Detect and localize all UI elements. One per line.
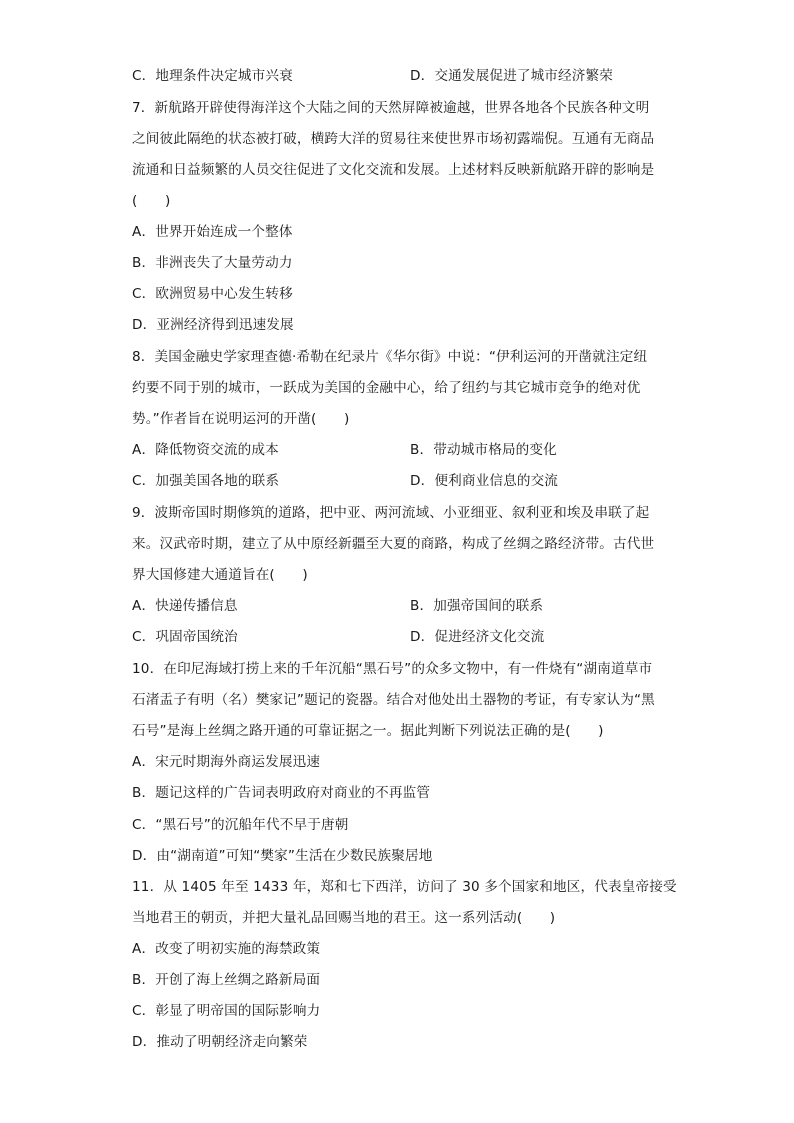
q8-stem-line2: 约要不同于别的城市，一跃成为美国的金融中心，给了纽约与其它城市竞争的绝对优 xyxy=(132,380,641,396)
q8-option-b[interactable]: B．带动城市格局的变化 xyxy=(410,442,557,458)
q6-options-row xyxy=(132,66,662,86)
q9-option-d[interactable]: D．促进经济文化交流 xyxy=(410,629,545,645)
q9-option-c[interactable]: C．巩固帝国统治 xyxy=(132,629,238,645)
q10-stem-line1: 10．在印尼海域打捞上来的千年沉船“黑石号”的众多文物中，有一件烧有“湖南道草市 xyxy=(132,661,653,677)
q7-answer-blank: ( ) xyxy=(132,193,171,209)
q11-option-c[interactable]: C．彰显了明帝国的国际影响力 xyxy=(132,1003,321,1019)
q7-option-d[interactable]: D．亚洲经济得到迅速发展 xyxy=(132,317,294,333)
q10-option-a[interactable]: A．宋元时期海外商运发展迅速 xyxy=(132,754,321,770)
q8-options-row2 xyxy=(132,471,662,491)
q8-options-row1 xyxy=(132,440,662,460)
q7-option-b[interactable]: B．非洲丧失了大量劳动力 xyxy=(132,255,293,271)
q9-stem-line1: 9．波斯帝国时期修筑的道路，把中亚、两河流域、小亚细亚、叙利亚和埃及串联了起 xyxy=(132,505,650,521)
q8-stem-line3: 势。”作者旨在说明运河的开凿( ) xyxy=(132,411,350,427)
q10-stem-line2: 石渚盂子有明（名）樊家记”题记的瓷器。结合对他处出土器物的考证，有专家认为“黑 xyxy=(132,692,655,708)
q11-option-a[interactable]: A．改变了明初实施的海禁政策 xyxy=(132,941,321,957)
q11-stem-line2: 当地君王的朝贡，并把大量礼品回赐当地的君王。这一系列活动( ) xyxy=(132,910,556,926)
q10-stem-line3: 石号”是海上丝绸之路开通的可靠证据之一。据此判断下列说法正确的是( ) xyxy=(132,723,604,739)
q10-option-c[interactable]: C．“黑石号”的沉船年代不早于唐朝 xyxy=(132,817,349,833)
q10-option-b[interactable]: B．题记这样的广告词表明政府对商业的不再监管 xyxy=(132,785,431,801)
q11-stem-line1: 11．从 1405 年至 1433 年，郑和七下西洋，访问了 30 多个国家和地区，代表皇帝接受 xyxy=(132,879,677,895)
q11-option-d[interactable]: D．推动了明朝经济走向繁荣 xyxy=(132,1034,308,1050)
q8-option-c[interactable]: C．加强美国各地的联系 xyxy=(132,473,280,489)
q9-option-a[interactable]: A．快递传播信息 xyxy=(132,598,238,614)
q9-stem-line2: 来。汉武帝时期，建立了从中原经新疆至大夏的商路，构成了丝绸之路经济带。古代世 xyxy=(132,536,655,552)
q8-stem-line1: 8．美国金融史学家理查德·希勒在纪录片《华尔街》中说：“伊利运河的开凿就注定纽 xyxy=(132,349,648,365)
q6-option-c[interactable]: C．地理条件决定城市兴衰 xyxy=(132,68,293,84)
q7-option-a[interactable]: A．世界开始连成一个整体 xyxy=(132,224,293,240)
q9-stem-line3: 界大国修建大通道旨在( ) xyxy=(132,567,308,583)
q8-option-a[interactable]: A．降低物资交流的成本 xyxy=(132,442,279,458)
q9-options-row2 xyxy=(132,627,662,647)
q7-stem-line1: 7．新航路开辟使得海洋这个大陆之间的天然屏障被逾越，世界各地各个民族各种文明 xyxy=(132,100,650,116)
q9-options-row1 xyxy=(132,596,662,616)
q6-option-d[interactable]: D．交通发展促进了城市经济繁荣 xyxy=(410,68,614,84)
q7-option-c[interactable]: C．欧洲贸易中心发生转移 xyxy=(132,286,293,302)
q7-stem-line3: 流通和日益频繁的人员交往促进了文化交流和发展。上述材料反映新航路开辟的影响是 xyxy=(132,162,655,178)
q8-option-d[interactable]: D．便利商业信息的交流 xyxy=(410,473,559,489)
q11-option-b[interactable]: B．开创了海上丝绸之路新局面 xyxy=(132,972,321,988)
q9-option-b[interactable]: B．加强帝国间的联系 xyxy=(410,598,544,614)
q7-stem-line2: 之间彼此隔绝的状态被打破，横跨大洋的贸易往来使世界市场初露端倪。互通有无商品 xyxy=(132,131,655,147)
q10-option-d[interactable]: D．由“湖南道”可知“樊家”生活在少数民族聚居地 xyxy=(132,848,433,864)
